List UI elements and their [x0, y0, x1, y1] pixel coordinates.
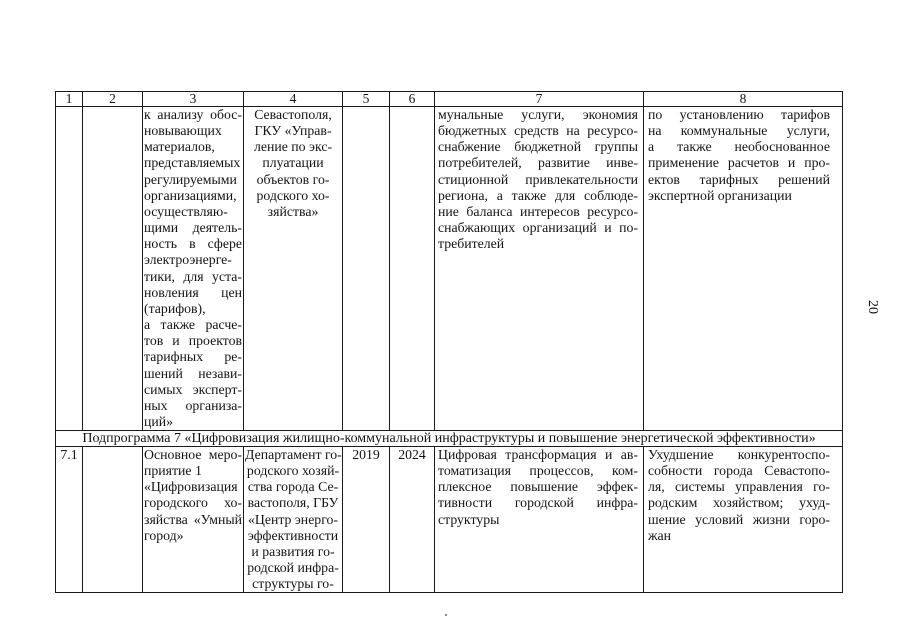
continuation-row-col-2: [83, 107, 143, 431]
cell-line: осуществляю-: [144, 203, 228, 219]
cell-line: а также расче-: [144, 317, 242, 333]
cell-line: 2024: [398, 447, 426, 462]
cell-paragraph: [57, 447, 81, 463]
cell-line: потребителей, развитие инве-: [438, 155, 638, 171]
cell-paragraph: [648, 107, 830, 204]
cell-line: зяйства «Умный: [144, 511, 242, 527]
cell-line: ства города Се-: [247, 479, 339, 495]
cell-line: ГКУ «Управ-: [254, 123, 332, 139]
row-7-1-col-5: [343, 447, 390, 593]
cell-paragraph: [648, 447, 830, 544]
header-cell-5: 5: [343, 92, 390, 107]
cell-line: приятие 1: [144, 463, 202, 479]
program-table: [55, 91, 843, 593]
continuation-row-col-5: [343, 107, 390, 431]
cell-line: а также необоснованное: [648, 139, 830, 155]
cell-paragraph: [144, 479, 242, 544]
cell-paragraph: [438, 107, 638, 252]
cell-line: структуры го-: [252, 576, 334, 592]
cell-line: жан: [648, 527, 672, 543]
header-cell-3: 3: [143, 92, 244, 107]
cell-line: ность в сфере: [144, 236, 242, 252]
cell-line: мунальные услуги, экономия: [438, 107, 638, 122]
cell-line: тов и проектов: [144, 333, 242, 349]
cell-line: ление по экс-: [253, 139, 333, 155]
cell-line: родского хозяй-: [246, 463, 340, 479]
cell-line: родского хо-: [256, 187, 330, 203]
cell-line: родской инфра-: [247, 560, 339, 576]
cell-line: новывающих: [144, 123, 222, 139]
cell-paragraph: [343, 447, 389, 463]
cell-line: объектов го-: [256, 171, 330, 187]
cell-paragraph: [144, 107, 242, 430]
cell-line: ектов тарифных решений: [648, 171, 830, 187]
cell-line: Ухудшение конкурентоспо-: [648, 447, 830, 462]
header-cell-4: 4: [244, 92, 343, 107]
cell-line: тарифных ре-: [144, 349, 242, 365]
cell-line: 2019: [352, 447, 380, 462]
cell-line: 7.1: [60, 447, 78, 462]
continuation-row-col-4: [244, 107, 343, 431]
row-7-1-col-1: [56, 447, 83, 593]
subprogram-7-title: Подпрограмма 7 «Цифровизация жилищно-коммунальной инфраструктуры и повышение энергетической эффективности»: [56, 431, 843, 447]
cell-paragraph: [144, 447, 242, 479]
cell-line: ных организа-: [144, 397, 242, 413]
cell-line: родским хозяйством; ухуд-: [648, 495, 830, 511]
cell-line: томатизация процессов, ком-: [438, 463, 638, 479]
cell-line: и развития го-: [251, 543, 335, 559]
row-7-1-col-6: [390, 447, 435, 593]
cell-line: требителей: [438, 236, 505, 252]
cell-line: организациями,: [144, 187, 237, 203]
cell-line: вастополя, ГБУ: [247, 495, 339, 511]
cell-line: экспертной организации: [648, 187, 792, 203]
cell-line: эффективности: [247, 527, 339, 543]
cell-line: электроэнерге-: [144, 252, 232, 268]
cell-line: тивности городской инфра-: [438, 495, 638, 511]
row-7-1-col-3: [143, 447, 244, 593]
cell-line: региона, а также для соблюде-: [438, 187, 638, 203]
cell-line: снабжающих организаций и по-: [438, 220, 638, 236]
cell-paragraph: [245, 107, 341, 220]
cell-line: ние баланса интересов ресурсо-: [438, 203, 638, 219]
header-cell-1: 1: [56, 92, 83, 107]
cell-line: шений незави-: [144, 365, 242, 381]
row-7-1-col-2: [83, 447, 143, 593]
cell-line: по установлению тарифов: [648, 107, 830, 122]
cell-line: тики, для уста-: [144, 268, 242, 284]
cell-line: «Цифровизация: [144, 479, 238, 495]
continuation-row-col-1: [56, 107, 83, 431]
cell-paragraph: [438, 447, 638, 528]
cell-line: регулируемыми: [144, 171, 237, 187]
cell-line: плуатации: [262, 155, 324, 171]
cell-line: материалов,: [144, 139, 215, 155]
cell-line: новления цен: [144, 284, 242, 300]
header-cell-7: 7: [435, 92, 644, 107]
row-7-1-col-8: [644, 447, 843, 593]
cell-line: город»: [144, 527, 184, 543]
cell-line: бюджетных средств на ресурсо-: [438, 123, 638, 139]
cell-line: симых эксперт-: [144, 381, 242, 397]
cell-line: Основное меро-: [144, 447, 242, 462]
cell-line: ций»: [144, 413, 174, 429]
cell-line: к анализу обос-: [144, 107, 242, 122]
page-number: 20: [865, 300, 880, 314]
cell-line: Цифровая трансформация и ав-: [438, 447, 638, 462]
row-7-1-col-7: [435, 447, 644, 593]
cell-line: «Центр энерго-: [247, 511, 339, 527]
continuation-row-col-7: [435, 107, 644, 431]
cell-line: щими деятель-: [144, 220, 242, 236]
header-cell-2: 2: [83, 92, 143, 107]
cell-line: зяйства»: [267, 203, 319, 219]
cell-line: городского хо-: [144, 495, 242, 511]
header-cell-8: 8: [644, 92, 843, 107]
cell-line: шение условий жизни горо-: [648, 511, 830, 527]
cell-line: снабжение бюджетной группы: [438, 139, 638, 155]
cell-paragraph: [390, 447, 434, 463]
cell-line: применение расчетов и про-: [648, 155, 830, 171]
cell-line: представляемых: [144, 155, 241, 171]
continuation-row-col-8: [644, 107, 843, 431]
row-7-1-col-4: [244, 447, 343, 593]
header-cell-6: 6: [390, 92, 435, 107]
cell-line: (тарифов),: [144, 300, 206, 316]
cell-paragraph: [245, 447, 341, 592]
cell-line: на коммунальные услуги,: [648, 123, 830, 139]
cell-line: Севастополя,: [254, 107, 332, 122]
cell-line: Департамент го-: [245, 447, 342, 462]
cell-line: ля, системы управления го-: [648, 479, 830, 495]
continuation-row-col-6: [390, 107, 435, 431]
cell-line: структуры: [438, 511, 500, 527]
scan-speck: [445, 614, 447, 616]
cell-line: собности города Севастопо-: [648, 463, 830, 479]
cell-line: стиционной привлекательности: [438, 171, 638, 187]
continuation-row-col-3: [143, 107, 244, 431]
cell-line: плексное повышение эффек-: [438, 479, 638, 495]
